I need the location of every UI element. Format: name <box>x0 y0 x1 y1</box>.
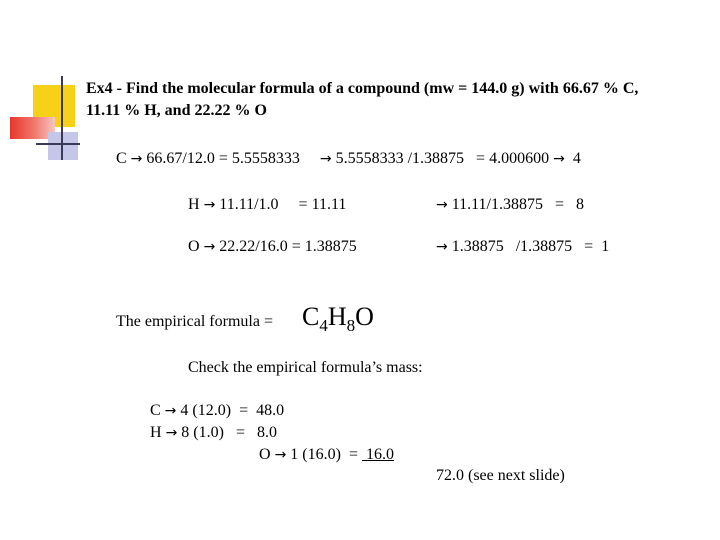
arrow-right-icon: → <box>553 151 565 167</box>
calc-row-hydrogen-ratio <box>436 196 584 214</box>
arrow-right-icon: → <box>203 239 216 255</box>
arrow-right-icon: → <box>436 239 448 255</box>
check-value: 4 (12.0) = 48.0 <box>180 402 285 419</box>
empirical-formula <box>302 302 374 336</box>
element-label: C <box>116 150 127 167</box>
calc-step: 66.67/12.0 = 5.5558333 <box>146 150 300 167</box>
empirical-label: The empirical formula = <box>116 313 273 330</box>
slide-title <box>86 78 638 122</box>
arrow-right-icon: → <box>165 425 178 441</box>
calc-row-oxygen <box>188 238 357 256</box>
formula-o: O <box>355 302 374 331</box>
check-value: 8 (1.0) = 8.0 <box>181 424 277 441</box>
calc-step: 22.22/16.0 = 1.38875 <box>219 238 357 255</box>
title-line-2: 11.11 % H, and 22.22 % O <box>86 102 267 119</box>
calc-row-hydrogen <box>188 196 346 214</box>
arrow-right-icon: → <box>274 447 287 463</box>
element-label: C <box>150 402 161 419</box>
check-value: 1 (16.0) = <box>290 446 362 463</box>
element-label: H <box>150 424 162 441</box>
element-label: O <box>188 238 200 255</box>
calc-step: 5.5558333 /1.38875 = 4.000600 <box>335 150 550 167</box>
arrow-right-icon: → <box>130 151 143 167</box>
formula-h: H <box>327 302 347 331</box>
check-row-hydrogen <box>150 424 277 442</box>
arrow-right-icon: → <box>203 197 216 213</box>
calc-step: 11.11/1.0 = 11.11 <box>219 196 347 213</box>
check-heading: Check the empirical formula’s mass: <box>188 359 423 376</box>
calc-result: 4 <box>572 150 581 167</box>
element-label: H <box>188 196 200 213</box>
element-label: O <box>259 446 271 463</box>
arrow-right-icon: → <box>164 403 177 419</box>
arrow-right-icon: → <box>319 151 332 167</box>
formula-h-subscript: 8 <box>346 316 356 335</box>
check-row-carbon <box>150 402 284 420</box>
check-row-oxygen <box>259 446 394 464</box>
calc-step: 1.38875 /1.38875 = 1 <box>451 238 610 255</box>
ornament-blue-square <box>48 132 78 160</box>
calc-step: 11.11/1.38875 = 8 <box>451 196 585 213</box>
ornament-horizontal-line <box>36 143 80 145</box>
arrow-right-icon: → <box>436 197 448 213</box>
check-oxygen-total: 16.0 <box>361 446 394 463</box>
formula-c-subscript: 4 <box>319 316 328 335</box>
check-total: 72.0 (see next slide) <box>436 467 565 484</box>
calc-row-oxygen-ratio <box>436 238 609 256</box>
calc-row-carbon <box>116 150 581 168</box>
title-line-1: Ex4 - Find the molecular formula of a compound (mw = 144.0 g) with 66.67 % C, <box>86 80 639 97</box>
ornament-vertical-line <box>61 76 63 160</box>
formula-c: C <box>302 302 320 331</box>
